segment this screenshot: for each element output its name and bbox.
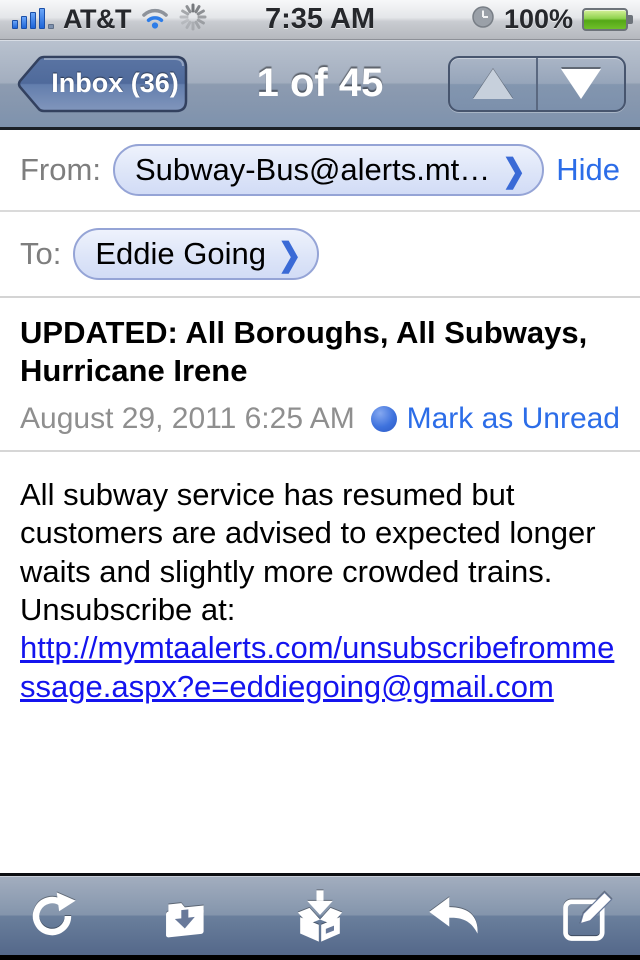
battery-icon [582,8,628,31]
from-contact-pill[interactable] [113,144,544,196]
compose-icon [562,890,614,942]
previous-message-button[interactable] [450,58,536,110]
subject-block [0,298,640,452]
body-paragraph: All subway service has resumed but customers are advised to expected longer waits and slightly more crowded trains. [20,476,596,589]
bottom-toolbar [0,873,640,960]
move-to-folder-button[interactable] [154,884,218,948]
reply-button[interactable] [422,884,486,948]
compose-button[interactable] [556,884,620,948]
move-to-folder-icon [159,891,213,941]
status-bar-right [471,4,628,35]
date-text: August 29, 2011 6:25 AM [20,401,355,435]
signal-strength-icon [12,8,54,32]
reply-icon [426,896,482,936]
subject-text: UPDATED: All Boroughs, All Subways, Hurricane Irene [20,315,588,388]
alarm-clock-icon [471,5,495,34]
down-arrow-icon [561,69,601,99]
chevron-right-icon: ❯ [277,236,302,272]
archive-icon [293,888,347,944]
date-row [20,402,620,436]
message-nav-segmented-control [448,56,626,112]
unsubscribe-label: Unsubscribe at: [20,591,236,627]
mark-as-unread-button[interactable] [371,402,620,436]
unsubscribe-link[interactable]: http://mymtaalerts.com/unsubscribefrommessage.aspx?e=eddiegoing@gmail.com [20,630,615,704]
hide-details-button[interactable]: Hide [556,152,620,187]
status-bar [0,0,640,40]
refresh-icon [26,890,78,942]
carrier-label: AT&T [63,4,131,34]
from-row [0,130,640,212]
email-content [0,130,640,873]
from-label: From: [20,152,101,187]
battery-percent-label: 100% [503,4,573,34]
status-bar-left [12,3,207,36]
back-button-label: Inbox (36) [51,68,179,98]
wifi-icon [140,6,170,34]
to-contact-pill[interactable] [73,228,319,280]
message-body [0,452,640,707]
up-arrow-icon [473,69,513,99]
archive-button[interactable] [288,884,352,948]
next-message-button[interactable] [536,58,624,110]
from-contact-name: Subway-Bus@alerts.mt… [134,152,491,187]
clock-time: 7:35 AM [264,3,376,35]
refresh-button[interactable] [20,884,84,948]
nav-bar [0,40,640,130]
back-to-inbox-button[interactable] [14,54,190,114]
to-contact-name: Eddie Going [95,236,266,271]
chevron-right-icon: ❯ [502,152,526,188]
to-row [0,212,640,298]
mark-as-unread-label: Mark as Unread [406,401,620,435]
loading-spinner-icon [179,3,207,36]
page-title: 1 of 45 [256,61,384,105]
to-label: To: [20,236,62,271]
unread-dot-icon [371,406,397,432]
